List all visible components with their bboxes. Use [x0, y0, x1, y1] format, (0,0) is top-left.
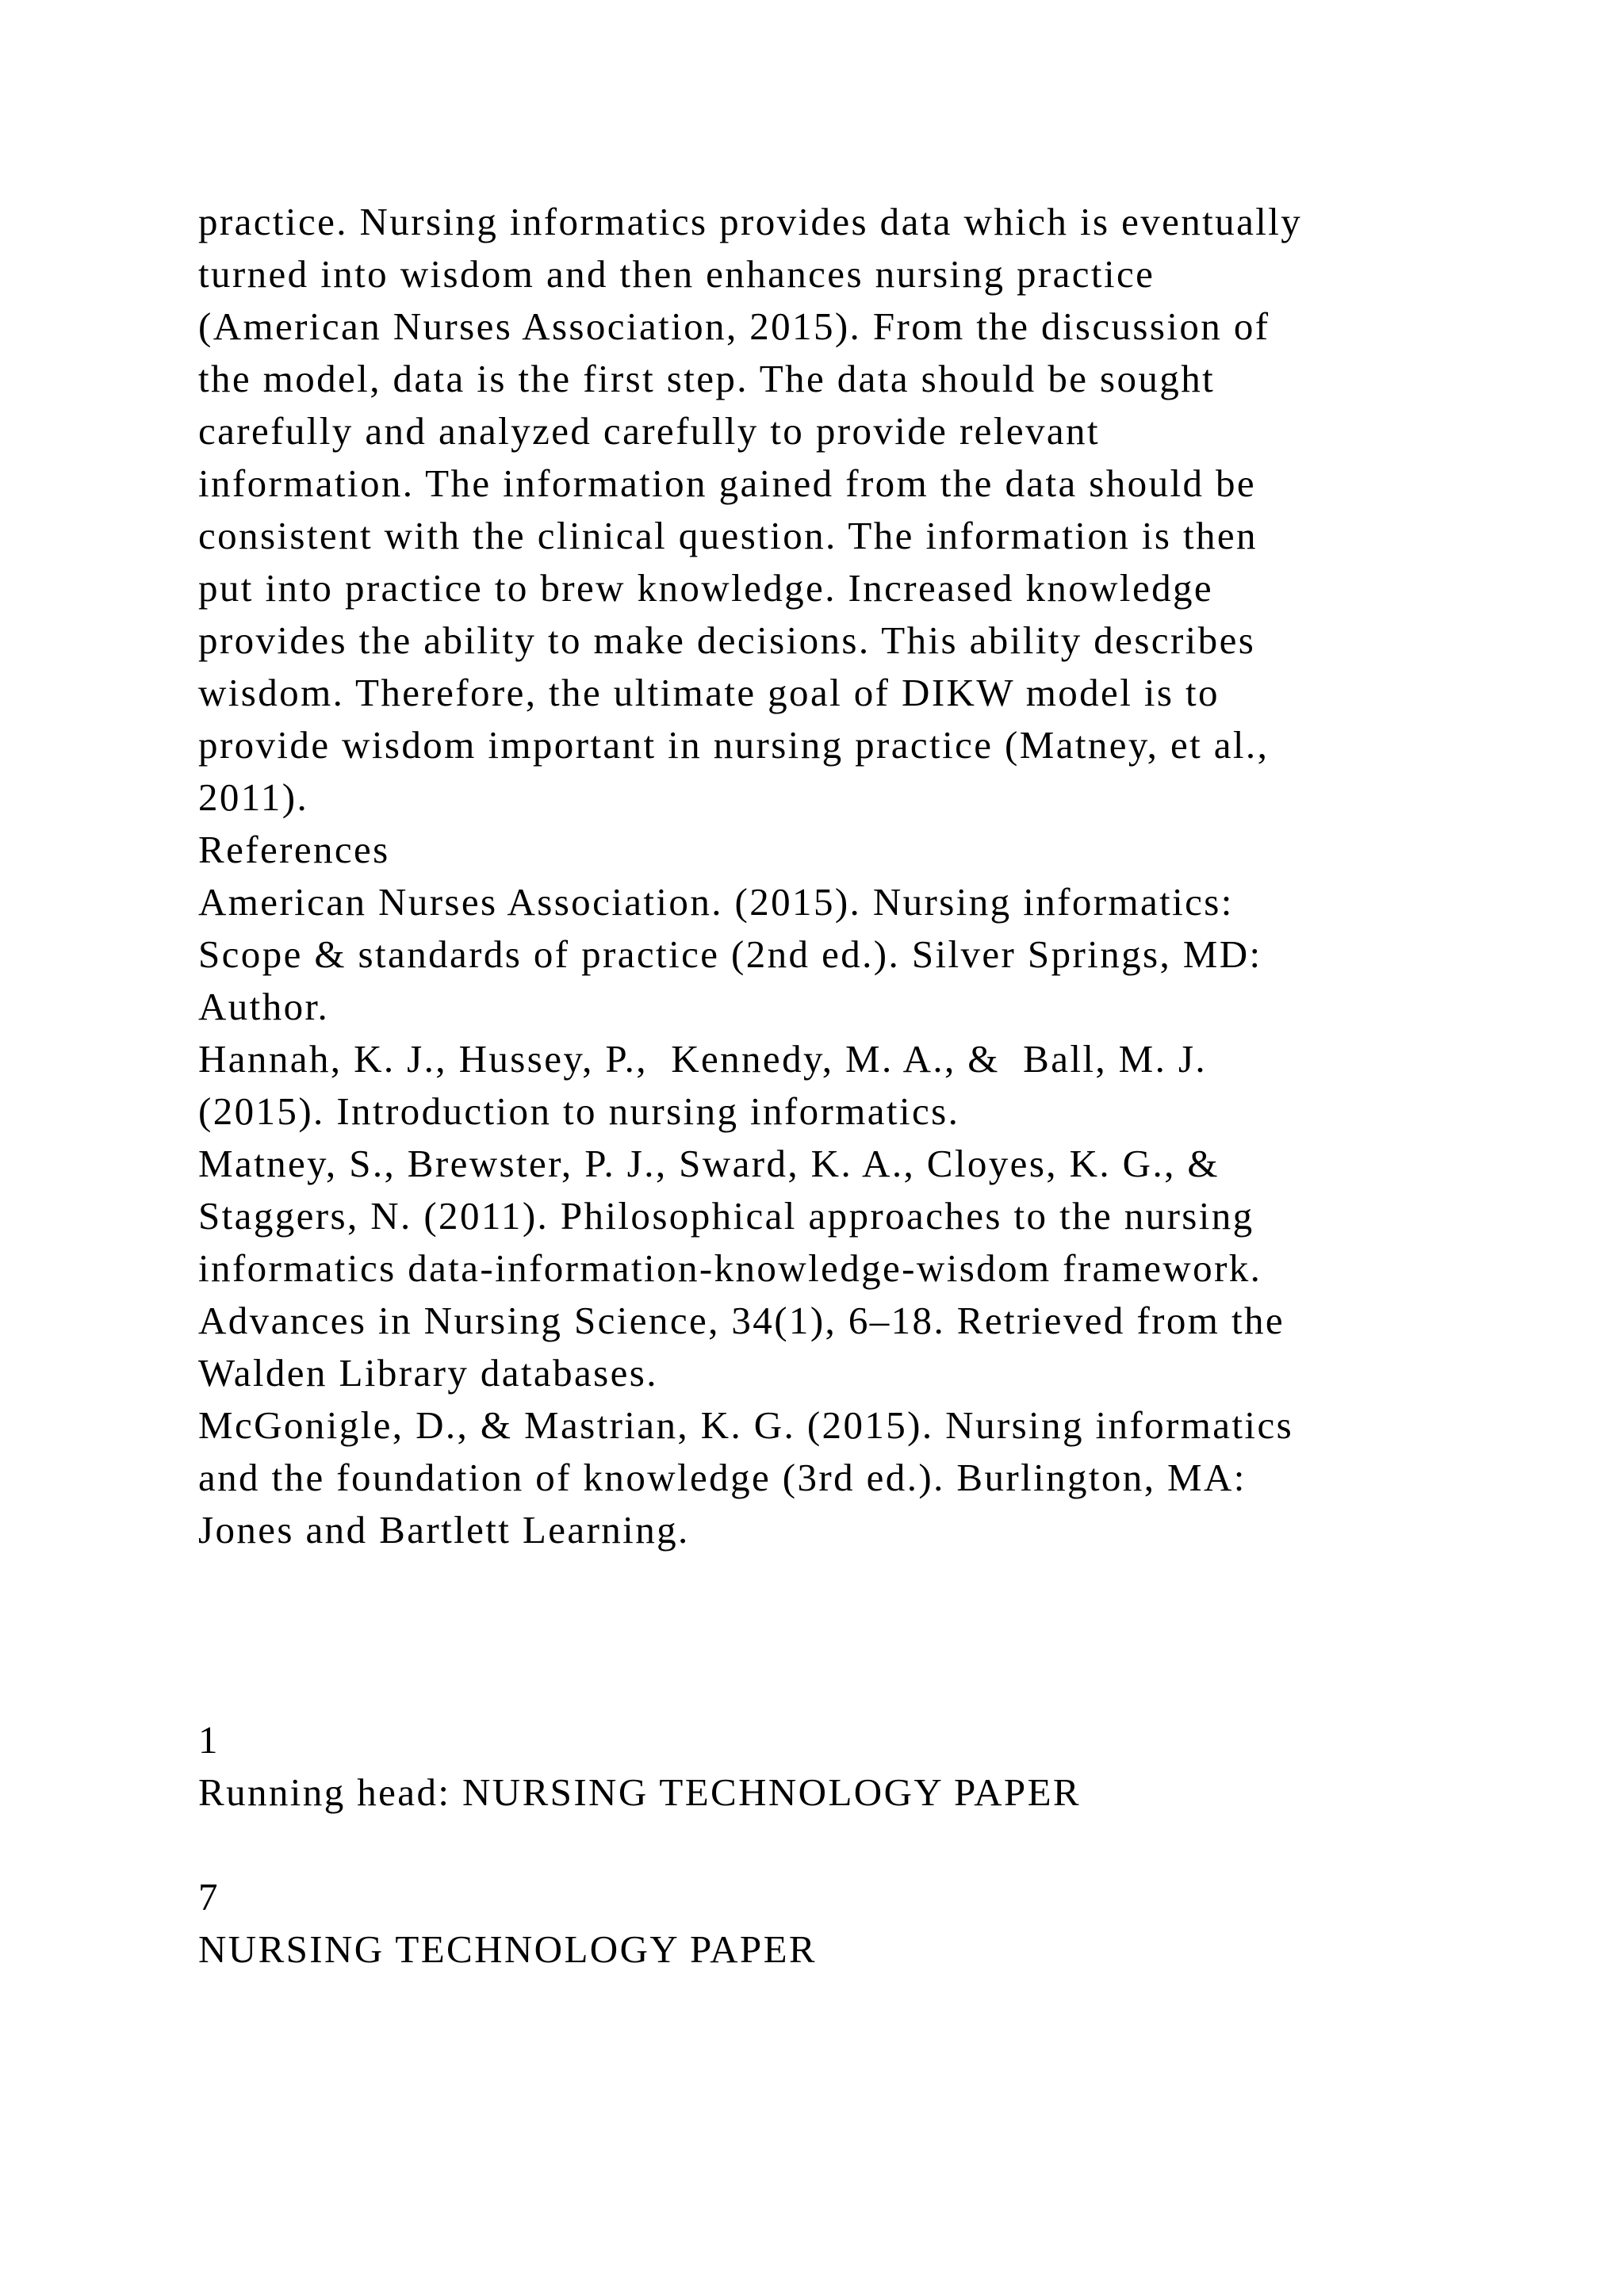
page-number: 7: [198, 1875, 220, 1919]
body-line: information. The information gained from the data should be: [198, 461, 1257, 505]
running-head: Running head: NURSING TECHNOLOGY PAPER: [198, 1770, 1081, 1814]
reference-line: Scope & standards of practice (2nd ed.). Silver Springs, MD:: [198, 932, 1262, 976]
reference-line: Jones and Bartlett Learning.: [198, 1508, 690, 1552]
reference-line: McGonigle, D., & Mastrian, K. G. (2015). Nursing informatics: [198, 1403, 1294, 1447]
reference-line: Hannah, K. J., Hussey, P., Kennedy, M. A., & Ball, M. J.: [198, 1037, 1208, 1081]
page-number: 1: [198, 1718, 220, 1762]
body-line: (American Nurses Association, 2015). From the discussion of: [198, 304, 1270, 348]
body-line: provide wisdom important in nursing practice (Matney, et al.,: [198, 723, 1270, 767]
reference-line: informatics data-information-knowledge-wisdom framework.: [198, 1246, 1262, 1290]
body-line: wisdom. Therefore, the ultimate goal of DIKW model is to: [198, 671, 1220, 714]
reference-line: Advances in Nursing Science, 34(1), 6–18. Retrieved from the: [198, 1299, 1285, 1342]
body-line: carefully and analyzed carefully to provide relevant: [198, 409, 1100, 453]
reference-line: Staggers, N. (2011). Philosophical approaches to the nursing: [198, 1194, 1254, 1238]
reference-line: Walden Library databases.: [198, 1351, 658, 1395]
body-line: provides the ability to make decisions. This ability describes: [198, 618, 1256, 662]
reference-line: American Nurses Association. (2015). Nursing informatics:: [198, 880, 1234, 924]
body-line: consistent with the clinical question. The information is then: [198, 514, 1258, 557]
body-line: practice. Nursing informatics provides data which is eventually: [198, 200, 1303, 243]
body-line: turned into wisdom and then enhances nursing practice: [198, 252, 1155, 296]
reference-line: and the foundation of knowledge (3rd ed.). Burlington, MA:: [198, 1456, 1247, 1499]
body-line: put into practice to brew knowledge. Increased knowledge: [198, 566, 1214, 610]
reference-line: (2015). Introduction to nursing informatics.: [198, 1089, 960, 1133]
short-title: NURSING TECHNOLOGY PAPER: [198, 1927, 817, 1971]
body-line: 2011).: [198, 775, 309, 819]
references-heading: References: [198, 828, 390, 871]
reference-line: Author.: [198, 985, 330, 1028]
reference-line: Matney, S., Brewster, P. J., Sward, K. A., Cloyes, K. G., &: [198, 1142, 1220, 1185]
body-line: the model, data is the first step. The data should be sought: [198, 357, 1216, 400]
